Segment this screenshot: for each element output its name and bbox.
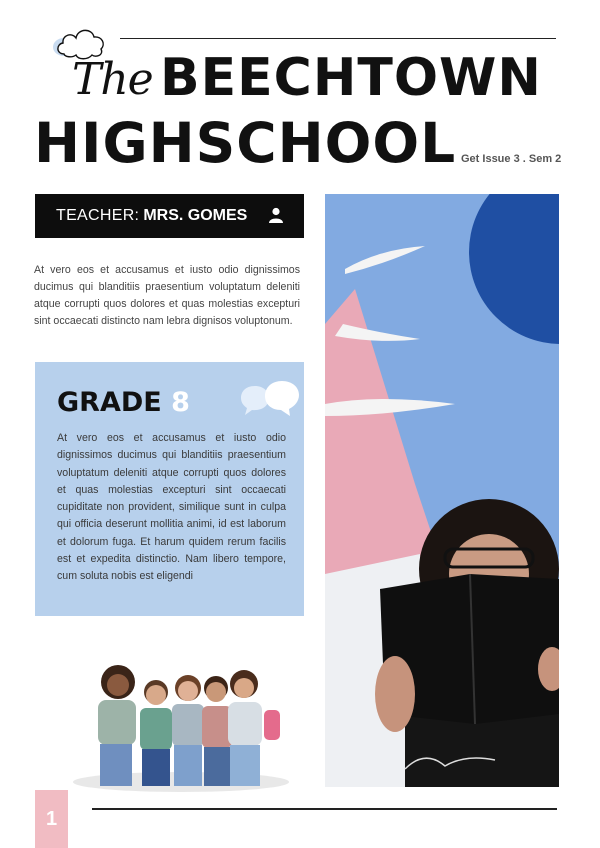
- teacher-photo: [325, 194, 559, 787]
- grade-number: 8: [171, 387, 190, 418]
- grade-heading: [57, 387, 190, 418]
- title-line-2: HIGHSCHOOL: [34, 111, 457, 175]
- grade-label: GRADE: [57, 387, 162, 418]
- user-icon: [268, 207, 284, 223]
- bottom-rule: [92, 808, 557, 810]
- title-prefix: The: [72, 54, 153, 105]
- teacher-name: MRS. GOMES: [143, 207, 248, 224]
- intro-paragraph: At vero eos et accusamus et iusto odio dignissimos ducimus qui blanditiis praesentium voluptatum deleniti atque corrupti quos dolores et quas molestias excepturi sint occaecati distincto nam lebra dignisos voluptonum.: [34, 264, 300, 327]
- grade-paragraph: At vero eos et accusamus et iusto odio dignissimos ducimus qui blanditiis praesentium voluptatum deleniti atque corrupti quos dolores et quas molestias excepturi sint occaecati cupiditate non provident, similique sunt in culpa qui officia deserunt mollitia animi, id est laborum et dolorum fuga. Et harum quidem rerum facilis est et expedita distinctio. Nam libero tempore, cum soluta nobis est eligendi: [57, 432, 286, 583]
- grade-box: [35, 362, 304, 616]
- top-rule: [120, 38, 556, 39]
- chat-bubbles-icon: [238, 378, 304, 420]
- teacher-label: TEACHER:: [56, 207, 140, 224]
- title-line-1: BEECHTOWN: [160, 48, 542, 108]
- page-number-badge: 1: [35, 790, 68, 848]
- teacher-bar: [35, 194, 304, 238]
- teacher-photo-illustration: [325, 194, 559, 787]
- students-photo: [68, 652, 294, 792]
- issue-info: Get Issue 3 . Sem 2: [461, 153, 562, 165]
- students-illustration: [68, 652, 294, 792]
